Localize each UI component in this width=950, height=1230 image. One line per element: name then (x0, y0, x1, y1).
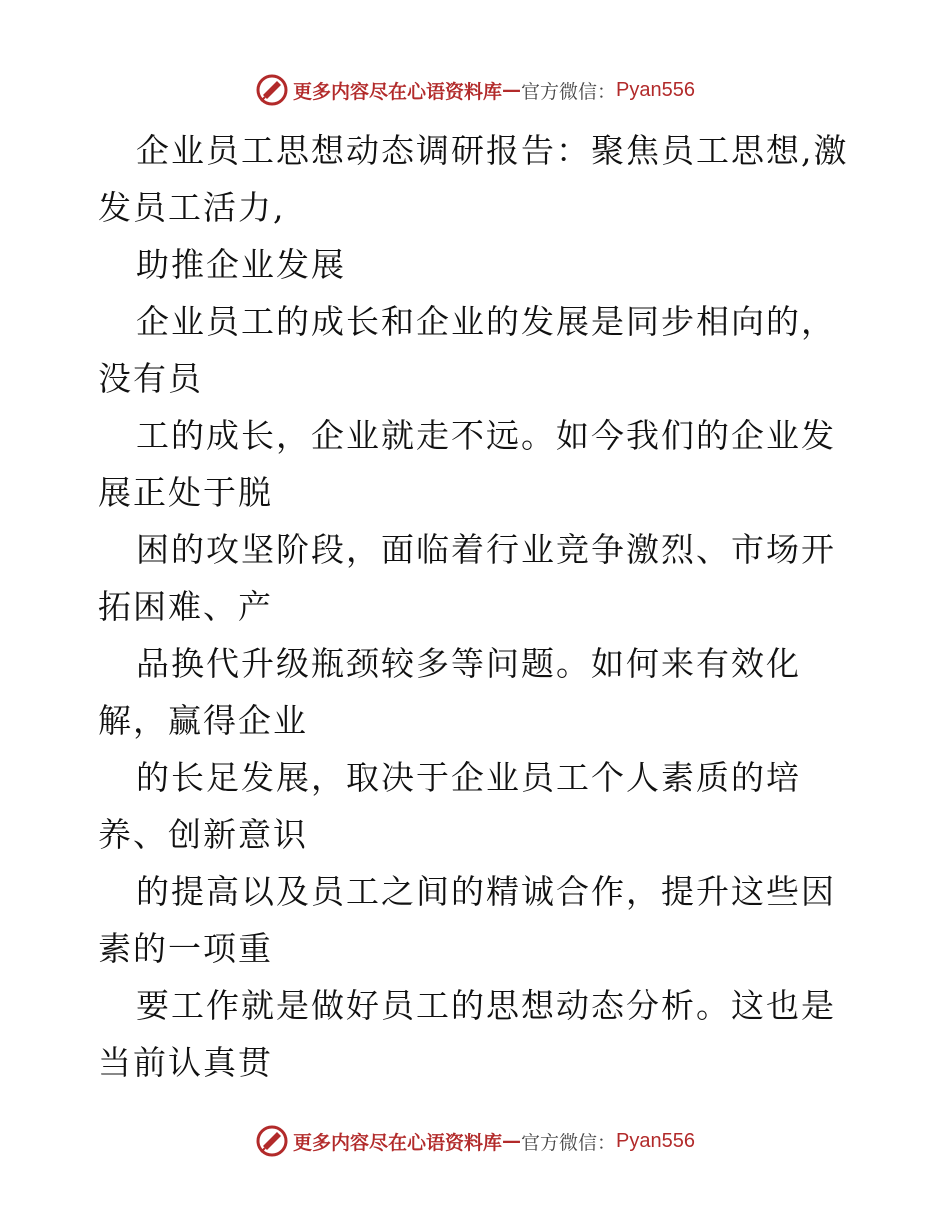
brand-text: 更多内容尽在心语资料库 (293, 80, 503, 103)
brand-logo-icon (255, 73, 289, 107)
banner-dash: — (502, 1130, 522, 1152)
paragraph: 困的攻坚阶段，面临着行业竞争激烈、市场开拓困难、产 (98, 530, 836, 626)
paragraph: 的长足发展，取决于企业员工个人素质的培养、创新意识 (98, 758, 801, 854)
paragraph-title: 企业员工思想动态调研报告：聚焦员工思想,激发员工活力, (98, 131, 849, 227)
header-watermark-banner (0, 70, 950, 110)
footer-watermark-banner (0, 1121, 950, 1161)
paragraph: 工的成长，企业就走不远。如今我们的企业发展正处于脱 (98, 416, 836, 512)
wechat-label: 官方微信： (521, 80, 617, 103)
brand-text: 更多内容尽在心语资料库 (293, 1131, 503, 1154)
paragraph: 要工作就是做好员工的思想动态分析。这也是当前认真贯 (98, 986, 836, 1082)
wechat-account: Pyan556 (616, 1129, 695, 1152)
paragraph: 的提高以及员工之间的精诚合作，提升这些因素的一项重 (98, 872, 836, 968)
wechat-account: Pyan556 (616, 78, 695, 101)
paragraph: 助推企业发展 (136, 245, 346, 284)
brand-logo-icon (255, 1124, 289, 1158)
document-body (98, 122, 858, 1091)
paragraph: 企业员工的成长和企业的发展是同步相向的，没有员 (98, 302, 836, 398)
banner-dash: — (502, 79, 522, 101)
wechat-label: 官方微信： (521, 1131, 617, 1154)
paragraph: 品换代升级瓶颈较多等问题。如何来有效化解，赢得企业 (98, 644, 801, 740)
